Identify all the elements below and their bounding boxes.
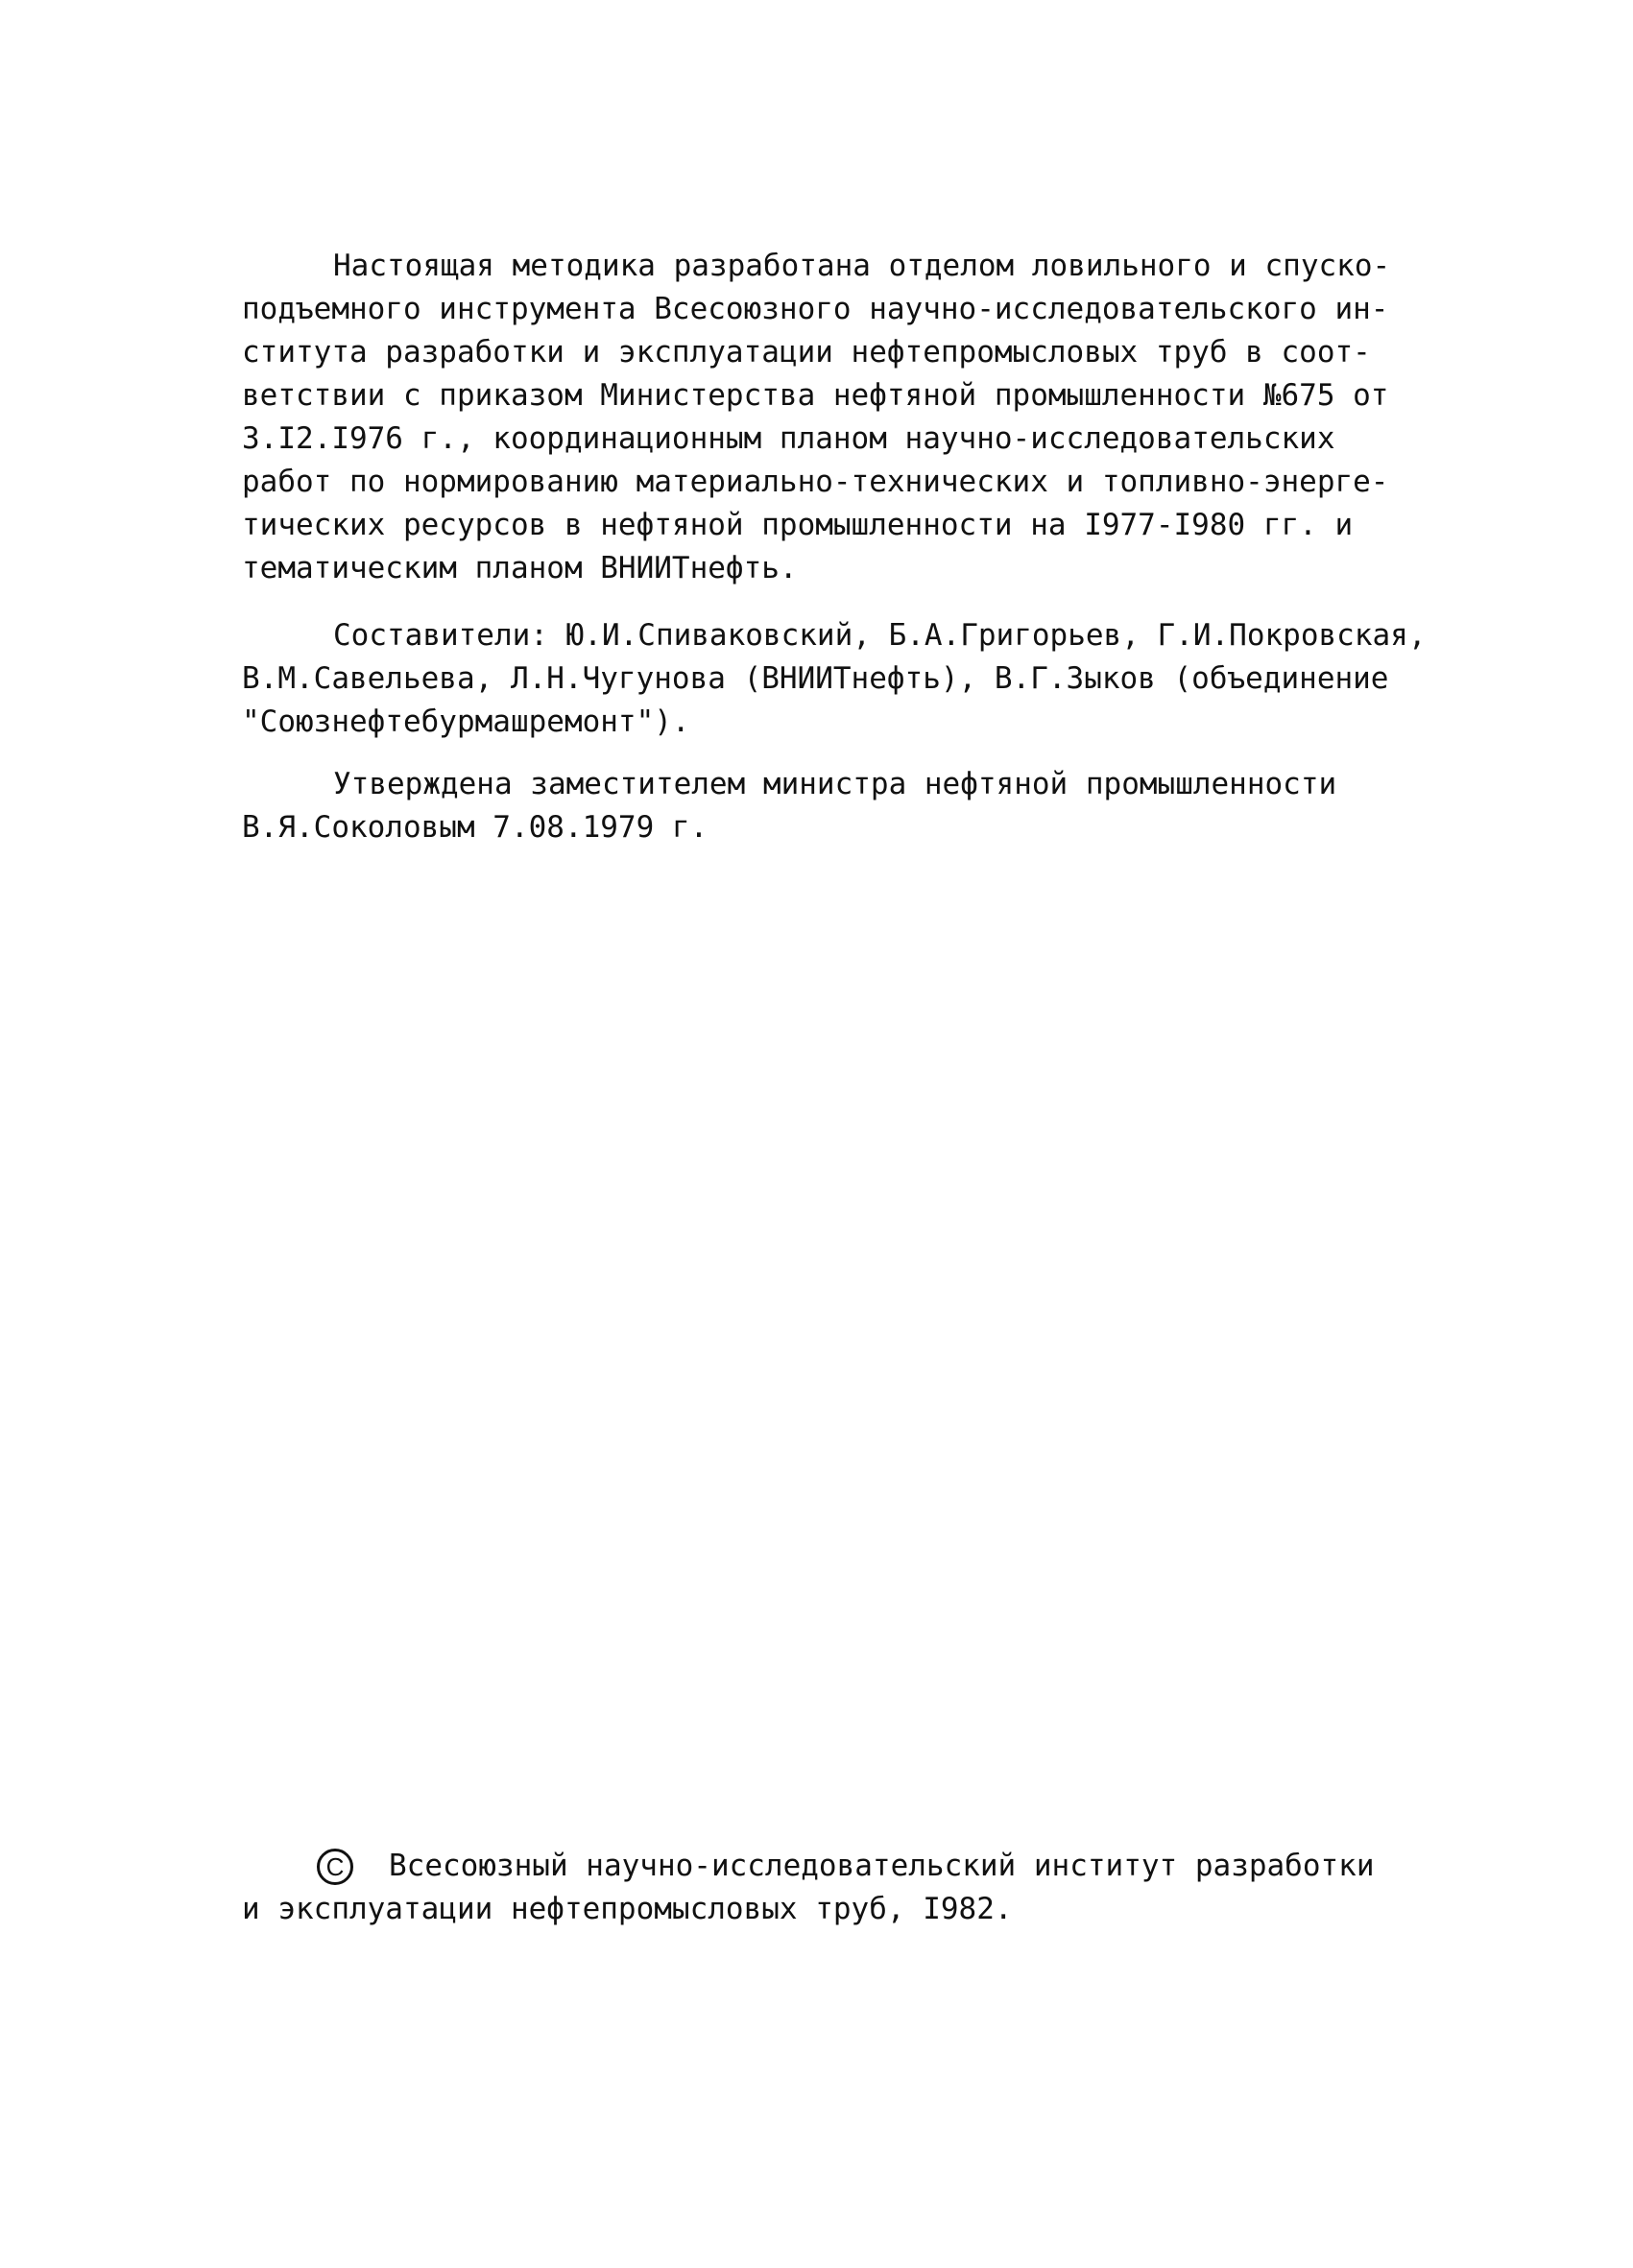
- intro-line: тематическим планом ВНИИТнефть.: [242, 551, 798, 585]
- copyright-notice: [242, 1845, 1404, 1931]
- intro-line: подъемного инструмента Всесоюзного научно-исследовательского ин-: [242, 292, 1389, 326]
- intro-line: 3.I2.I976 г., координационным планом научно-исследовательских: [242, 421, 1335, 456]
- intro-line: тических ресурсов в нефтяной промышленности на I977-I980 гг. и: [242, 508, 1354, 542]
- copyright-text: Всесоюзный научно-исследовательский институт разработки: [389, 1849, 1375, 1883]
- approval-line: Утверждена заместителем министра нефтяной промышленности: [333, 767, 1337, 801]
- copyright-first-line: [242, 1845, 1404, 1888]
- approval-line: В.Я.Соколовым 7.08.1979 г.: [242, 810, 708, 845]
- authors-line: "Союзнефтебурмашремонт").: [242, 704, 690, 739]
- intro-paragraph: [242, 245, 1404, 590]
- intro-line: ститута разработки и эксплуатации нефтепромысловых труб в соот-: [242, 335, 1371, 370]
- copyright-line: и эксплуатации нефтепромысловых труб, I982.: [242, 1892, 1013, 1926]
- intro-line: Настоящая методика разработана отделом ловильного и спуско-: [333, 249, 1391, 283]
- intro-line: работ по нормированию материально-технических и топливно-энерге-: [242, 465, 1389, 499]
- copyright-icon: C: [317, 1849, 353, 1885]
- authors-paragraph: [242, 614, 1427, 744]
- approval-paragraph: [242, 763, 1404, 849]
- authors-line: В.М.Савельева, Л.Н.Чугунова (ВНИИТнефть), В.Г.Зыков (объединение: [242, 661, 1389, 696]
- authors-line: Составители: Ю.И.Спиваковский, Б.А.Григорьев, Г.И.Покровская,: [333, 618, 1427, 653]
- intro-line: ветствии с приказом Министерства нефтяной промышленности №675 от: [242, 378, 1389, 413]
